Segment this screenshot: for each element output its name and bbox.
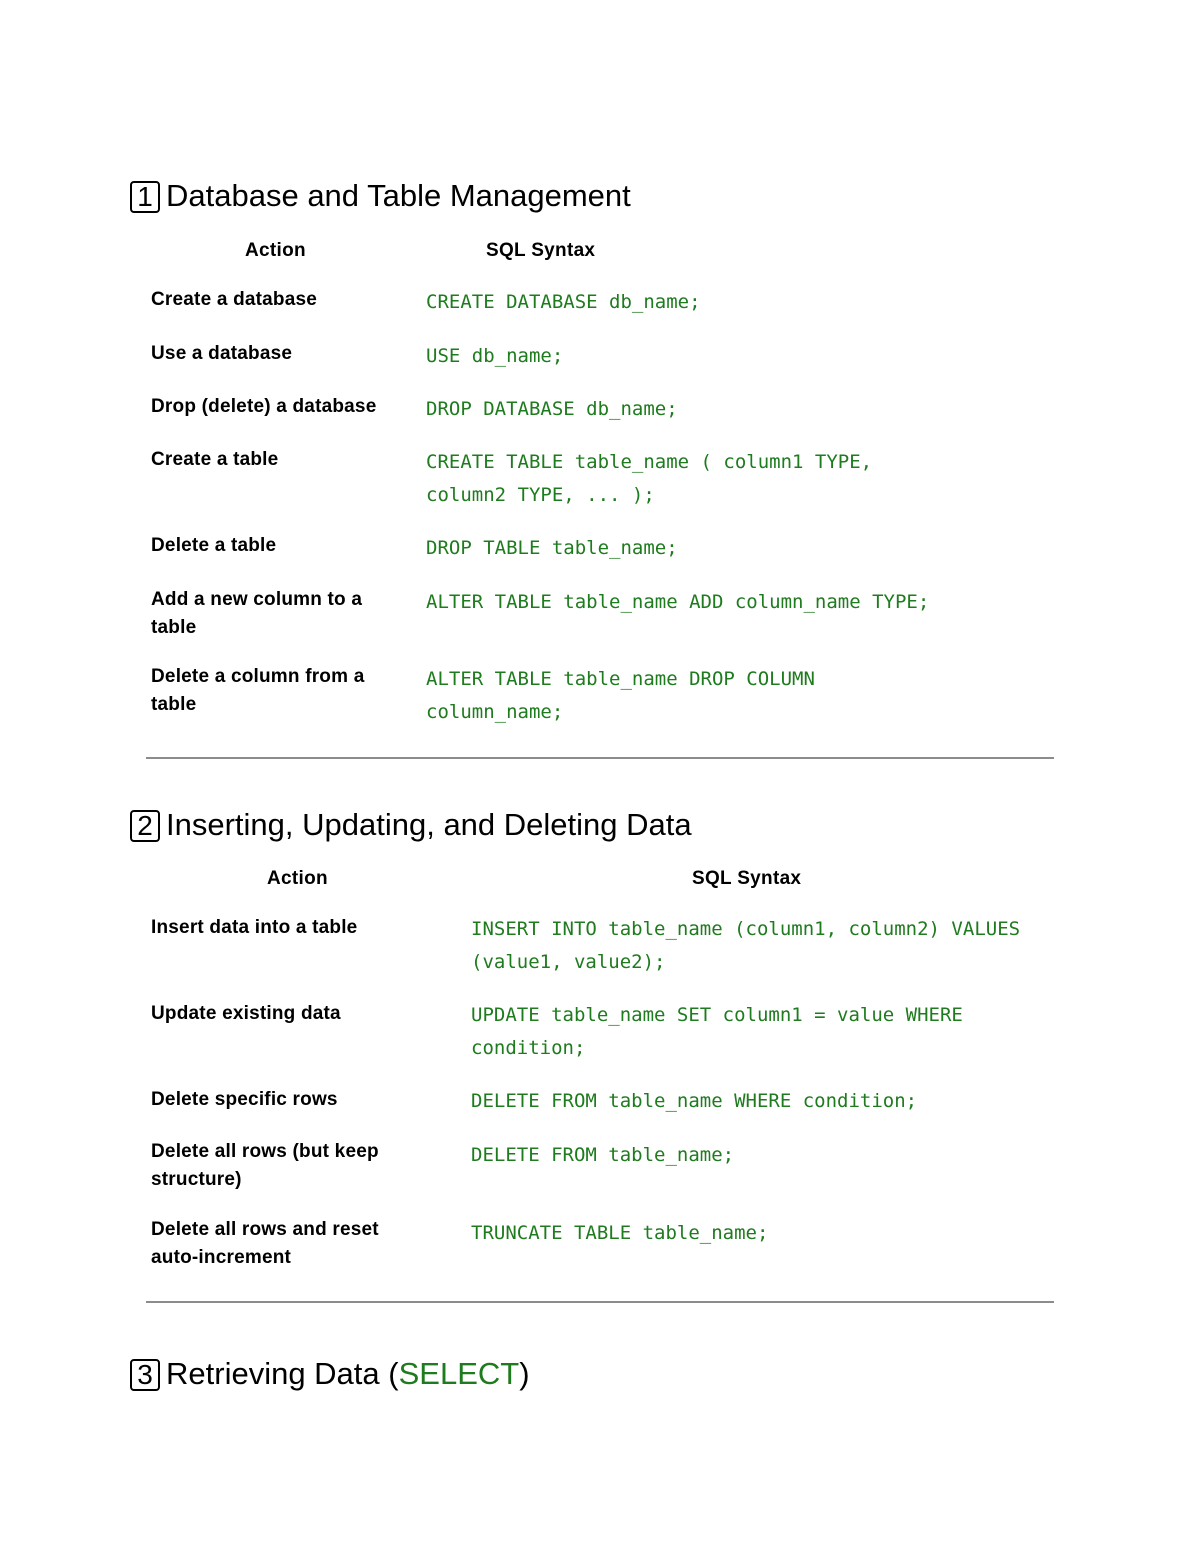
row-sql: CREATE TABLE table_name ( column1 TYPE, column2 TYPE, ... ); [426, 451, 884, 506]
row-action: Delete a table [151, 535, 277, 556]
section-title-prefix: Retrieving Data ( [166, 1356, 399, 1391]
row-action: Delete all rows (but keep structure) [151, 1141, 379, 1190]
row-action: Delete a column from a table [151, 666, 365, 715]
row-sql: DELETE FROM table_name WHERE condition; [471, 1090, 918, 1112]
section-heading [130, 1354, 530, 1394]
section-number-badge: 3 [130, 1359, 160, 1391]
section-heading [130, 176, 631, 216]
column-header-action: Action [245, 240, 306, 261]
row-sql: ALTER TABLE table_name DROP COLUMN column_name; [426, 668, 827, 723]
column-header-sql-syntax: SQL Syntax [486, 240, 596, 261]
row-sql: UPDATE table_name SET column1 = value WHERE condition; [471, 1004, 975, 1059]
column-header-sql-syntax: SQL Syntax [692, 868, 802, 889]
row-sql: INSERT INTO table_name (column1, column2) VALUES (value1, value2); [471, 918, 1032, 973]
row-sql: USE db_name; [426, 345, 564, 367]
column-header-action: Action [267, 868, 328, 889]
row-sql: CREATE DATABASE db_name; [426, 291, 701, 313]
row-action: Insert data into a table [151, 917, 358, 938]
row-sql: DELETE FROM table_name; [471, 1144, 735, 1166]
row-sql: ALTER TABLE table_name ADD column_name TYPE; [426, 591, 930, 613]
row-action: Update existing data [151, 1003, 341, 1024]
section-heading [130, 805, 692, 845]
section-number-badge: 1 [130, 181, 160, 213]
section-divider [146, 1301, 1054, 1303]
row-action: Delete specific rows [151, 1089, 338, 1110]
section-title: Inserting, Updating, and Deleting Data [166, 807, 692, 842]
row-action: Create a table [151, 449, 279, 470]
section-title-suffix: ) [519, 1356, 530, 1391]
section-title-keyword: SELECT [398, 1356, 520, 1391]
row-sql: TRUNCATE TABLE table_name; [471, 1222, 769, 1244]
row-sql: DROP DATABASE db_name; [426, 398, 678, 420]
row-action: Add a new column to a table [151, 589, 363, 638]
section-title: Database and Table Management [166, 178, 631, 213]
row-action: Drop (delete) a database [151, 396, 377, 417]
section-title [166, 1354, 530, 1394]
row-action: Use a database [151, 343, 293, 364]
row-sql: DROP TABLE table_name; [426, 537, 678, 559]
section-divider [146, 757, 1054, 759]
row-action: Create a database [151, 289, 318, 310]
section-number-badge: 2 [130, 810, 160, 842]
row-action: Delete all rows and reset auto-increment [151, 1219, 379, 1268]
